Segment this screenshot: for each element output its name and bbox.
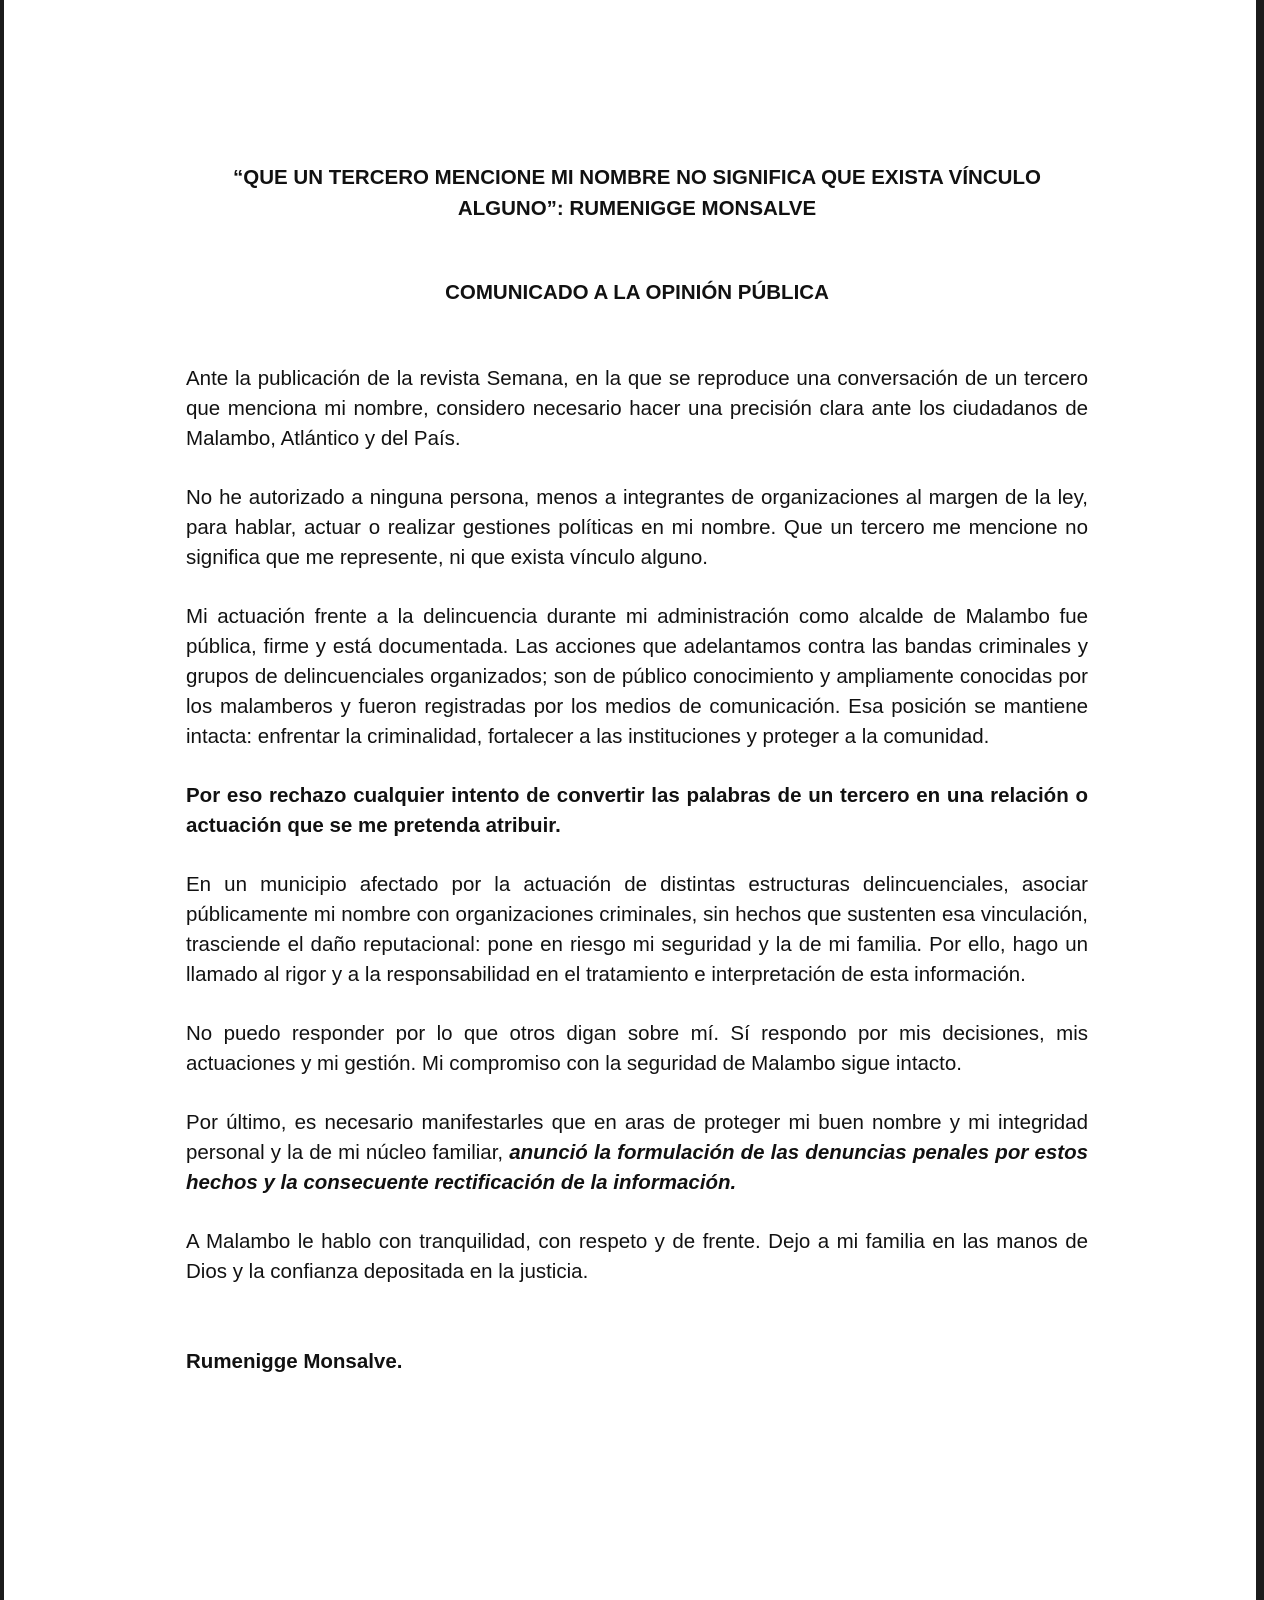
paragraph-risk: En un municipio afectado por la actuación de distintas estructuras delincuenciales, asociar públicamente mi nombre con organizaciones criminales, sin hechos que sustenten esa vinculación, trasciende el daño reputacional: pone en riesgo mi seguridad y la de mi familia. Por ello, hago un llamado al rigor y a la responsabilidad en el tratamiento e interpretación de esta información.: [186, 873, 1088, 986]
subtitle: COMUNICADO A LA OPINIÓN PÚBLICA: [445, 281, 829, 304]
paragraph-no-authorization: No he autorizado a ninguna persona, menos a integrantes de organizaciones al margen de la ley, para hablar, actuar o realizar gestiones políticas en mi nombre. Que un tercero me mencione no significa que me represente, ni que exista vínculo alguno.: [186, 486, 1088, 569]
paragraph-closing: A Malambo le hablo con tranquilidad, con respeto y de frente. Dejo a mi familia en las manos de Dios y la confianza depositada en la justicia.: [186, 1230, 1088, 1283]
paragraph-legal-action-emphasis: anunció la formulación de las denuncias penales por estos hechos y la consecuente rectificación de la información.: [186, 1141, 1089, 1194]
document-body: [186, 162, 1088, 1377]
paragraph-intro: Ante la publicación de la revista Semana, en la que se reproduce una conversación de un tercero que menciona mi nombre, considero necesario hacer una precisión clara ante los ciudadanos de Malambo, Atlántico y del País.: [186, 367, 1088, 450]
paragraph-record: Mi actuación frente a la delincuencia durante mi administración como alcalde de Malambo fue pública, firme y está documentada. Las acciones que adelantamos contra las bandas criminales y grupos de delincuenciales organizados; son de público conocimiento y ampliamente conocidas por los malamberos y fueron registradas por los medios de comunicación. Esa posición se mantiene intacta: enfrentar la criminalidad, fortalecer a las instituciones y proteger a la comunidad.: [186, 605, 1088, 748]
headline: “QUE UN TERCERO MENCIONE MI NOMBRE NO SIGNIFICA QUE EXISTA VÍNCULO ALGUNO”: RUMENIGGE MONSALVE: [233, 166, 1041, 220]
paragraph-responsibility: No puedo responder por lo que otros digan sobre mí. Sí respondo por mis decisiones, mis actuaciones y mi gestión. Mi compromiso con la seguridad de Malambo sigue intacto.: [186, 1022, 1088, 1075]
paragraph-legal-action: [186, 1108, 1088, 1198]
signature: Rumenigge Monsalve.: [186, 1350, 403, 1373]
paragraph-legal-action-text: Por último, es necesario manifestarles que en aras de proteger mi buen nombre y mi integridad personal y la de mi núcleo familiar,: [186, 1111, 1088, 1164]
document-page: [4, 0, 1256, 1600]
paragraph-rejection: Por eso rechazo cualquier intento de convertir las palabras de un tercero en una relación o actuación que se me pretenda atribuir.: [186, 784, 1088, 837]
